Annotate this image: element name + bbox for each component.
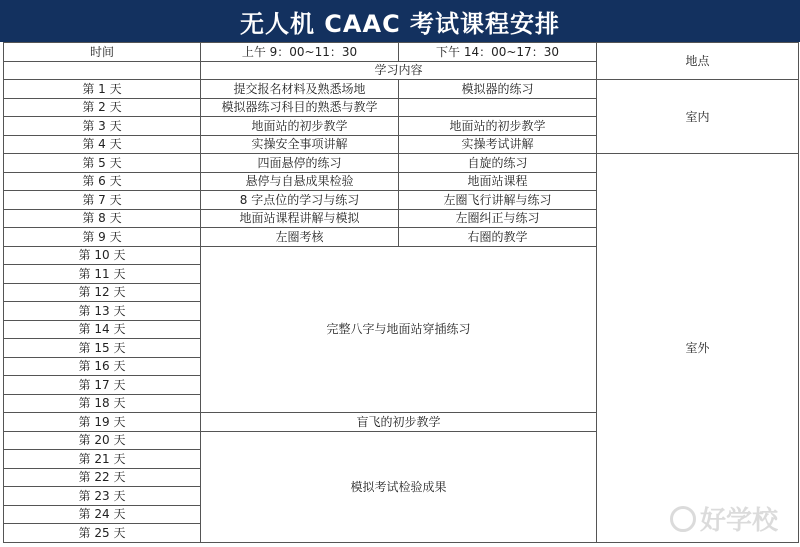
merged-session-days-10-18: 完整八字与地面站穿插练习 bbox=[201, 246, 597, 413]
day-label: 第 13 天 bbox=[4, 302, 201, 321]
time-header-blank bbox=[4, 61, 201, 80]
morning-session: 实操安全事项讲解 bbox=[201, 135, 399, 154]
watermark-logo-icon bbox=[670, 506, 696, 532]
day-label: 第 9 天 bbox=[4, 228, 201, 247]
day-label: 第 17 天 bbox=[4, 376, 201, 395]
watermark bbox=[670, 500, 778, 537]
day-label: 第 23 天 bbox=[4, 487, 201, 506]
merged-session-day-19: 盲飞的初步教学 bbox=[201, 413, 597, 432]
day-label: 第 19 天 bbox=[4, 413, 201, 432]
watermark-text: 好学校 bbox=[699, 506, 778, 536]
afternoon-session: 左圈纠正与练习 bbox=[399, 209, 597, 228]
time-header: 时间 bbox=[4, 43, 201, 62]
day-label: 第 6 天 bbox=[4, 172, 201, 191]
day-label: 第 12 天 bbox=[4, 283, 201, 302]
afternoon-session bbox=[399, 98, 597, 117]
day-label: 第 10 天 bbox=[4, 246, 201, 265]
day-label: 第 2 天 bbox=[4, 98, 201, 117]
afternoon-header: 下午 14：00~17：30 bbox=[399, 43, 597, 62]
morning-session: 悬停与自悬成果检验 bbox=[201, 172, 399, 191]
morning-session: 8 字点位的学习与练习 bbox=[201, 191, 399, 210]
afternoon-session: 地面站课程 bbox=[399, 172, 597, 191]
afternoon-session: 左圈飞行讲解与练习 bbox=[399, 191, 597, 210]
afternoon-session: 模拟器的练习 bbox=[399, 80, 597, 99]
day-label: 第 1 天 bbox=[4, 80, 201, 99]
day-label: 第 25 天 bbox=[4, 524, 201, 543]
day-label: 第 16 天 bbox=[4, 357, 201, 376]
afternoon-session: 右圈的教学 bbox=[399, 228, 597, 247]
morning-session: 地面站的初步教学 bbox=[201, 117, 399, 136]
morning-header: 上午 9：00~11：30 bbox=[201, 43, 399, 62]
content-header: 学习内容 bbox=[201, 61, 597, 80]
table-row bbox=[4, 154, 799, 173]
day-label: 第 7 天 bbox=[4, 191, 201, 210]
day-label: 第 21 天 bbox=[4, 450, 201, 469]
location-cell-indoor: 室内 bbox=[597, 80, 799, 154]
day-label: 第 8 天 bbox=[4, 209, 201, 228]
afternoon-session: 自旋的练习 bbox=[399, 154, 597, 173]
table-row bbox=[4, 80, 799, 99]
location-header: 地点 bbox=[597, 43, 799, 80]
day-label: 第 24 天 bbox=[4, 505, 201, 524]
day-label: 第 14 天 bbox=[4, 320, 201, 339]
page-title: 无人机 CAAC 考试课程安排 bbox=[0, 0, 800, 42]
day-label: 第 18 天 bbox=[4, 394, 201, 413]
table-header-row bbox=[4, 43, 799, 62]
morning-session: 地面站课程讲解与模拟 bbox=[201, 209, 399, 228]
morning-session: 模拟器练习科目的熟悉与教学 bbox=[201, 98, 399, 117]
day-label: 第 22 天 bbox=[4, 468, 201, 487]
location-cell-outdoor: 室外 bbox=[597, 154, 799, 543]
day-label: 第 20 天 bbox=[4, 431, 201, 450]
day-label: 第 3 天 bbox=[4, 117, 201, 136]
morning-session: 左圈考核 bbox=[201, 228, 399, 247]
afternoon-session: 地面站的初步教学 bbox=[399, 117, 597, 136]
day-label: 第 5 天 bbox=[4, 154, 201, 173]
day-label: 第 4 天 bbox=[4, 135, 201, 154]
morning-session: 提交报名材料及熟悉场地 bbox=[201, 80, 399, 99]
day-label: 第 11 天 bbox=[4, 265, 201, 284]
day-label: 第 15 天 bbox=[4, 339, 201, 358]
morning-session: 四面悬停的练习 bbox=[201, 154, 399, 173]
schedule-table bbox=[3, 42, 799, 543]
afternoon-session: 实操考试讲解 bbox=[399, 135, 597, 154]
merged-session-days-20-25: 模拟考试检验成果 bbox=[201, 431, 597, 542]
